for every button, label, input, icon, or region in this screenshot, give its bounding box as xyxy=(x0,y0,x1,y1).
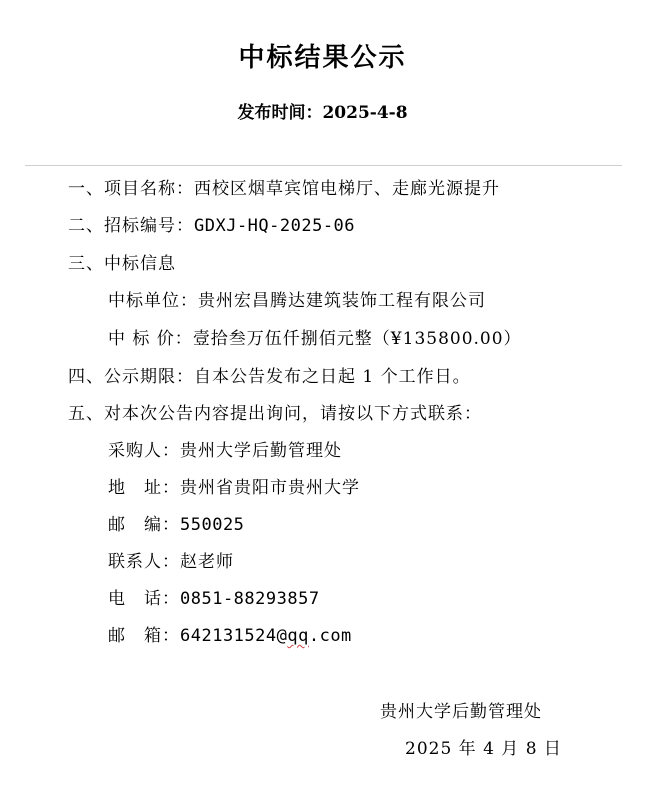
contact-person-value: 赵老师 xyxy=(180,552,234,572)
email-user: 642131524@ xyxy=(180,626,288,646)
phone-row xyxy=(108,586,320,612)
winner-row xyxy=(108,288,486,314)
price-row xyxy=(108,326,522,352)
address-value: 贵州省贵阳市贵州大学 xyxy=(180,478,360,498)
contact-heading: 五、对本次公告内容提出询问，请按以下方式联系： xyxy=(68,404,482,424)
address-label: 地 址： xyxy=(108,478,180,498)
phone-value: 0851-88293857 xyxy=(180,589,320,609)
price-value: 壹拾叁万伍仟捌佰元整（¥135800.00） xyxy=(192,329,522,349)
contact-person-row xyxy=(108,549,234,575)
signature-organization: 贵州大学后勤管理处 xyxy=(380,702,542,722)
price-label: 中 标 价： xyxy=(108,329,193,349)
publicity-period-row xyxy=(68,364,471,390)
winner-value: 贵州宏昌腾达建筑装饰工程有限公司 xyxy=(198,291,486,311)
tender-number-row xyxy=(68,213,355,239)
address-row xyxy=(108,475,360,501)
bid-info-heading: 三、中标信息 xyxy=(68,254,176,274)
contact-person-label: 联系人： xyxy=(108,552,180,572)
email-tld: .com xyxy=(308,626,352,646)
tender-number-label: 二、招标编号： xyxy=(68,216,194,236)
project-name-label: 一、项目名称： xyxy=(68,179,194,199)
publicity-period-label: 四、公示期限： xyxy=(68,367,194,387)
purchaser-row xyxy=(108,438,342,464)
notice-title: 中标结果公示 xyxy=(238,43,407,73)
email-row xyxy=(108,623,352,649)
postcode-row xyxy=(108,512,244,538)
email-label: 邮 箱： xyxy=(108,626,180,646)
publicity-period-value: 自本公告发布之日起 1 个工作日。 xyxy=(194,367,471,387)
project-name-value: 西校区烟草宾馆电梯厅、走廊光源提升 xyxy=(194,179,500,199)
project-name-row xyxy=(68,176,500,202)
email-domain: qq xyxy=(287,626,309,646)
purchaser-value: 贵州大学后勤管理处 xyxy=(180,441,342,461)
email-value xyxy=(180,626,352,646)
divider-line xyxy=(25,165,622,166)
winner-label: 中标单位： xyxy=(108,291,198,311)
postcode-value: 550025 xyxy=(180,515,245,535)
purchaser-label: 采购人： xyxy=(108,441,180,461)
signature-date: 2025 年 4 月 8 日 xyxy=(405,739,562,759)
publish-date: 发布时间：2025-4-8 xyxy=(237,103,408,123)
phone-label: 电 话： xyxy=(108,589,180,609)
postcode-label: 邮 编： xyxy=(108,515,180,535)
tender-number-value: GDXJ-HQ-2025-06 xyxy=(194,216,356,236)
